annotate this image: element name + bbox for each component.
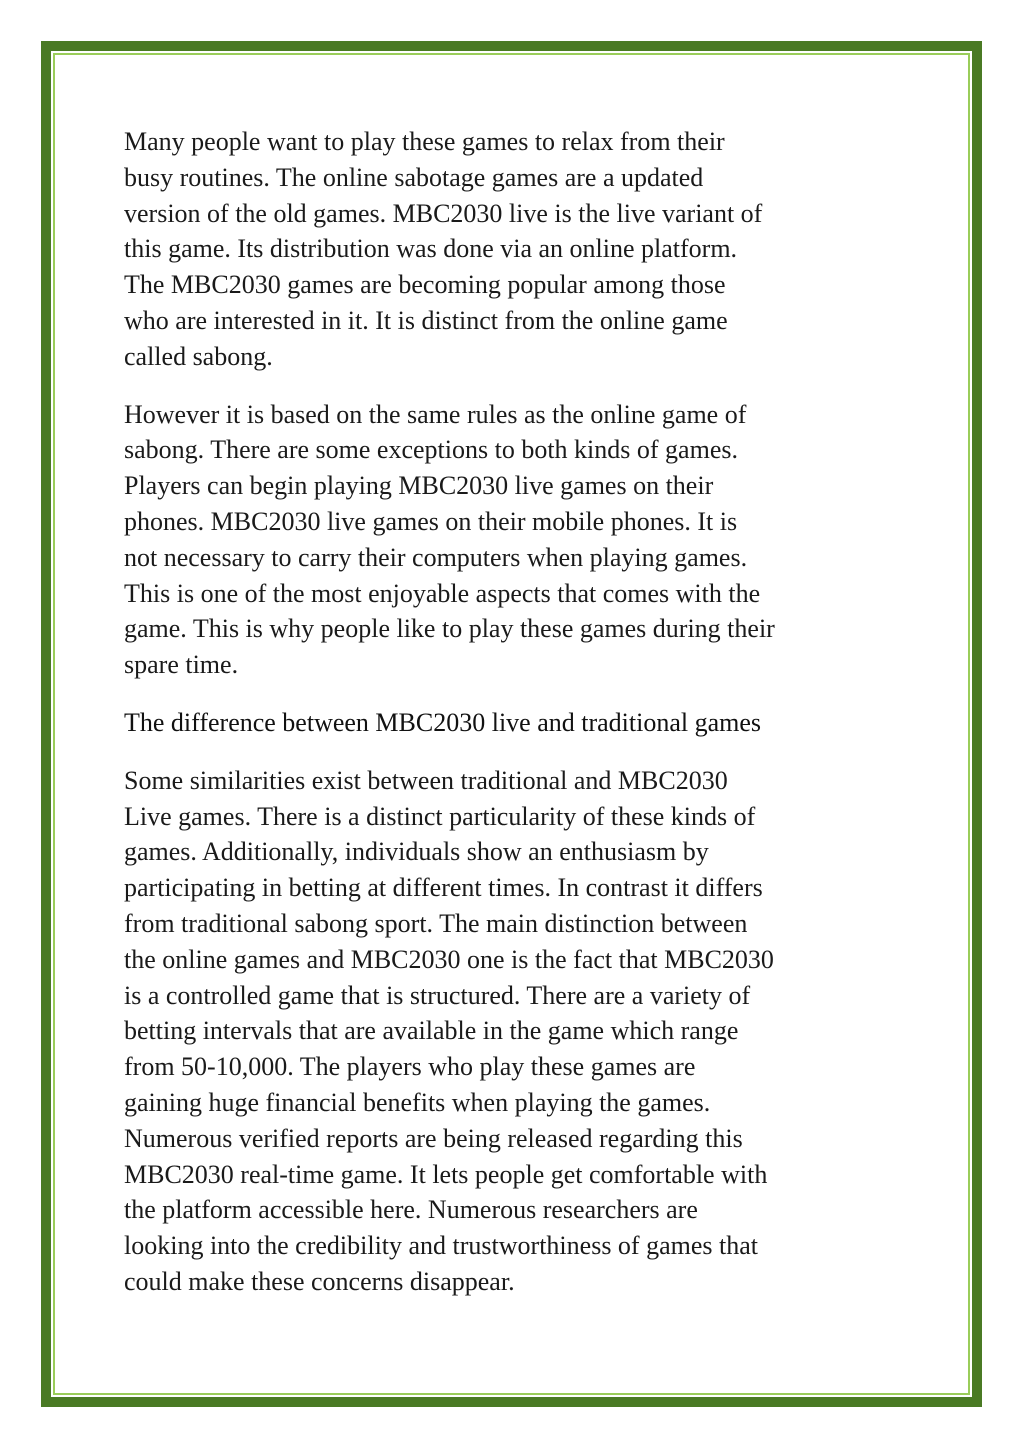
text-line: spare time. [124, 650, 239, 680]
text-line: Players can begin playing MBC2030 live games on their [124, 471, 714, 501]
text-line: However it is based on the same rules as the online game of [124, 399, 747, 429]
text-line: the online games and MBC2030 one is the fact that MBC2030 [124, 944, 774, 974]
text-line: from 50-10,000. The players who play these games are [124, 1052, 696, 1082]
text-line: Numerous verified reports are being released regarding this [124, 1123, 743, 1153]
text-line: version of the old games. MBC2030 live is the live variant of [124, 198, 763, 228]
text-line: The difference between MBC2030 live and traditional games [124, 707, 762, 737]
paragraph-rules [124, 397, 914, 683]
text-line: This is one of the most enjoyable aspects that comes with the [124, 578, 761, 608]
text-line: looking into the credibility and trustworthiness of games that [124, 1231, 759, 1261]
text-line: betting intervals that are available in the game which range [124, 1016, 739, 1046]
text-line: Live games. There is a distinct particularity of these kinds of [124, 801, 756, 831]
text-line: MBC2030 real-time game. It lets people get comfortable with [124, 1159, 768, 1189]
text-line: game. This is why people like to play these games during their [124, 614, 775, 644]
text-line: the platform accessible here. Numerous researchers are [124, 1195, 698, 1225]
text-line: gaining huge financial benefits when playing the games. [124, 1087, 711, 1117]
text-line: participating in betting at different times. In contrast it differs [124, 873, 763, 903]
paragraph-intro [124, 124, 914, 375]
section-heading [124, 705, 914, 741]
text-line: this game. Its distribution was done via an online platform. [124, 234, 738, 264]
text-line: from traditional sabong sport. The main distinction between [124, 908, 748, 938]
text-line: The MBC2030 games are becoming popular among those [124, 270, 726, 300]
text-line: called sabong. [124, 341, 273, 371]
text-line: busy routines. The online sabotage games are a updated [124, 162, 704, 192]
text-line: not necessary to carry their computers when playing games. [124, 542, 748, 572]
paragraph-differences [124, 763, 914, 1300]
text-line: is a controlled game that is structured. There are a variety of [124, 980, 751, 1010]
text-line: who are interested in it. It is distinct from the online game [124, 305, 728, 335]
text-line: could make these concerns disappear. [124, 1266, 515, 1296]
text-line: phones. MBC2030 live games on their mobile phones. It is [124, 506, 738, 536]
text-line: games. Additionally, individuals show an enthusiasm by [124, 837, 709, 867]
text-line: sabong. There are some exceptions to both kinds of games. [124, 435, 738, 465]
text-line: Some similarities exist between traditional and MBC2030 [124, 765, 728, 795]
document-body [124, 124, 914, 1322]
text-line: Many people want to play these games to relax from their [124, 127, 725, 156]
